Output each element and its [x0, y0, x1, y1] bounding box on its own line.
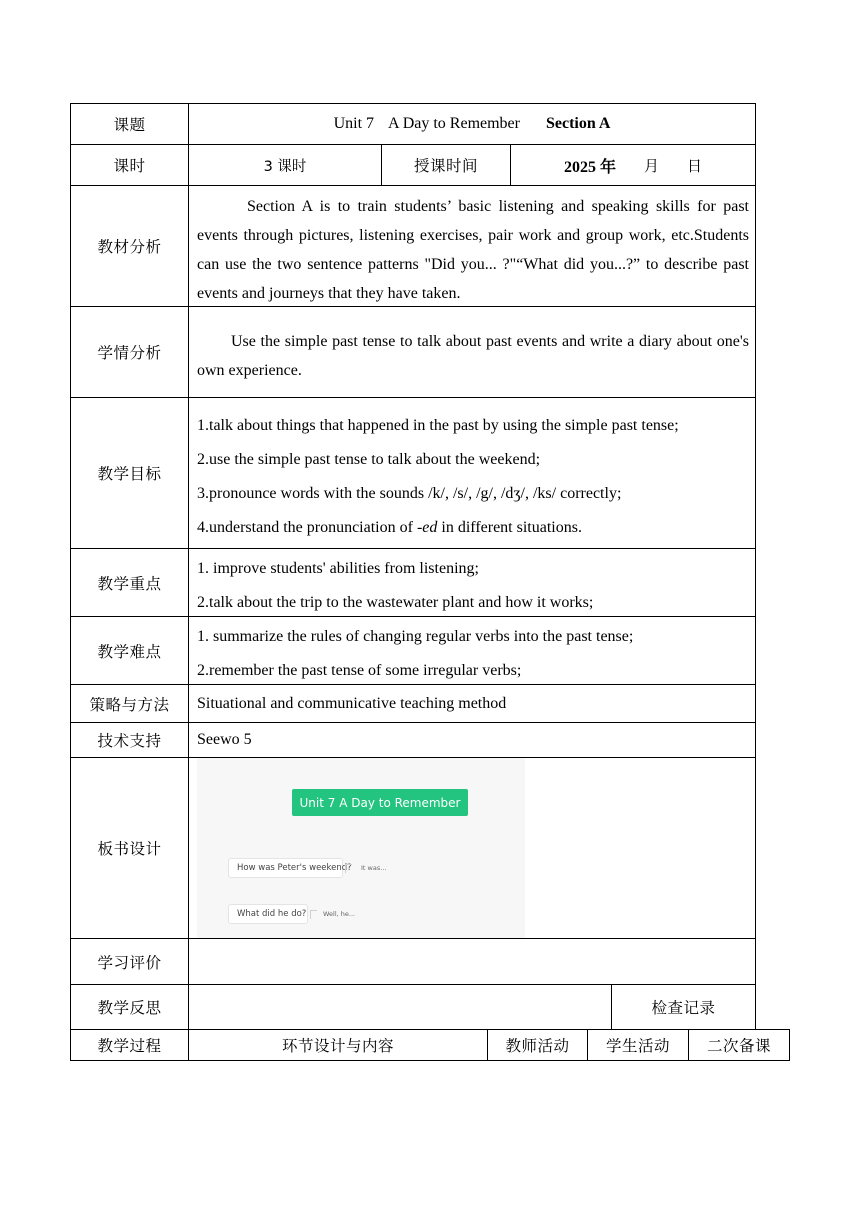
- material-analysis-label: 教材分析: [97, 238, 162, 256]
- board-question-1: How was Peter's weekend?: [228, 858, 343, 878]
- student-activity-header: 学生活动: [605, 1037, 670, 1055]
- objective-item: 4.understand the pronunciation of -ed in different situations.: [197, 519, 582, 536]
- key-point-item: 1. improve students' abilities from listening;: [197, 560, 479, 577]
- process-label: 教学过程: [97, 1037, 162, 1055]
- learner-analysis-text: Use the simple past tense to talk about past events and write a diary about one's own experience.: [197, 333, 749, 379]
- board-question-2: What did he do?: [228, 904, 308, 924]
- difficulties-list: [197, 620, 753, 688]
- date-year: 2025 年: [563, 158, 616, 176]
- objective-item: 2.use the simple past tense to talk about the weekend;: [197, 451, 541, 468]
- objectives-label: 教学目标: [97, 465, 162, 483]
- difficulty-item: 1. summarize the rules of changing regular verbs into the past tense;: [197, 628, 634, 645]
- hours-label: 课时: [113, 157, 146, 175]
- strategy-value: Situational and communicative teaching method: [197, 694, 507, 712]
- strategy-label: 策略与方法: [89, 695, 170, 714]
- topic-title: A Day to Remember: [388, 115, 520, 132]
- board-connector-2: [310, 910, 317, 919]
- topic-unit: Unit 7: [333, 115, 375, 132]
- reflection-label: 教学反思: [97, 999, 162, 1017]
- board-answer-2: Well, he...: [323, 910, 356, 918]
- board-answer-1: It was...: [361, 864, 387, 872]
- difficulty-item: 2.remember the past tense of some irregular verbs;: [197, 662, 522, 679]
- topic-section: Section A: [545, 115, 611, 132]
- teacher-activity-header: 教师活动: [505, 1037, 570, 1055]
- second-prep-header: 二次备课: [706, 1037, 771, 1055]
- board-title: Unit 7 A Day to Remember: [292, 789, 468, 816]
- topic-value: [189, 104, 755, 144]
- tech-support-value: Seewo 5: [197, 731, 252, 748]
- date-day: 日: [687, 156, 703, 175]
- board-design-image: [197, 758, 525, 938]
- key-point-item: 2.talk about the trip to the wastewater plant and how it works;: [197, 594, 594, 611]
- teaching-date: [511, 145, 755, 185]
- key-points-label: 教学重点: [97, 574, 162, 593]
- objective-item: 1.talk about things that happened in the past by using the simple past tense;: [197, 417, 679, 434]
- objectives-list: [197, 409, 753, 545]
- check-record-label: 检查记录: [651, 999, 716, 1017]
- objective-item: 3.pronounce words with the sounds /k/, /s/, /g/, /dʒ/, /ks/ correctly;: [197, 485, 622, 502]
- teaching-time-label: 授课时间: [413, 157, 478, 175]
- difficulties-label: 教学难点: [97, 642, 162, 661]
- process-design-header: 环节设计与内容: [281, 1037, 394, 1055]
- tech-support-label: 技术支持: [97, 732, 162, 750]
- evaluation-label: 学习评价: [97, 953, 162, 972]
- material-analysis-text: Section A is to train students’ basic listening and speaking skills for past events through pictures, listening exercises, pair work and group work, etc.Students can use the two sentence patterns "Did you... ?"“What did you...?” to describe past events and journeys that they have taken.: [197, 198, 749, 302]
- topic-label: 课题: [113, 116, 146, 134]
- hours-value: 3 课时: [263, 158, 307, 175]
- date-month: 月: [643, 156, 659, 175]
- learner-analysis-label: 学情分析: [97, 344, 162, 362]
- board-connector-1: [345, 864, 352, 873]
- key-points-list: [197, 552, 753, 620]
- board-design-label: 板书设计: [97, 840, 162, 858]
